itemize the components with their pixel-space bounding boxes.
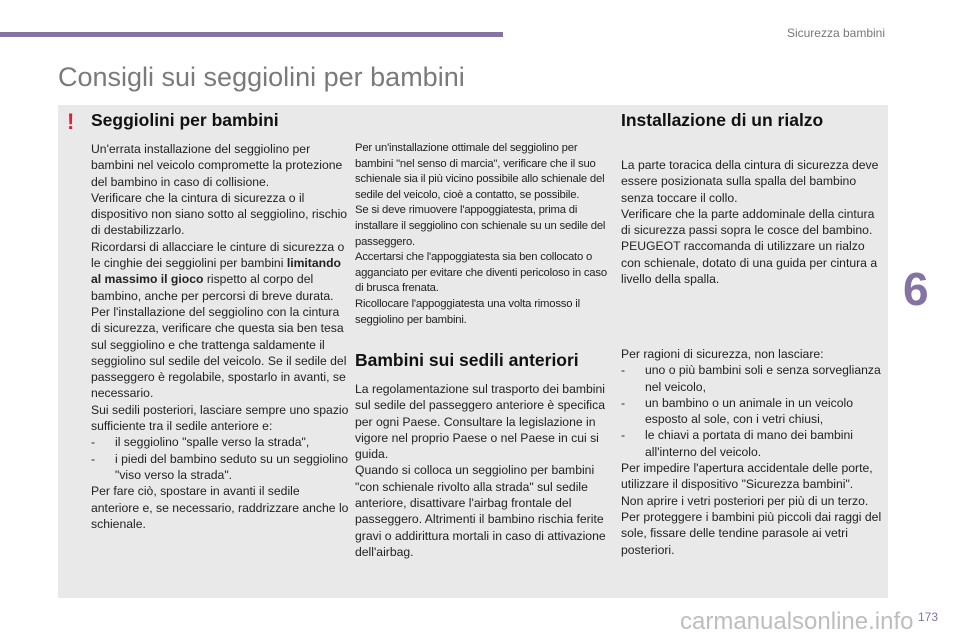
paragraph (91, 239, 351, 304)
column-2-top (355, 141, 610, 328)
bullet: - (91, 435, 96, 450)
paragraph: Se si deve rimuovere l'appoggiatesta, prima di installare il seggiolino con schienale su un sedile del passeggero. (355, 204, 606, 248)
chapter-number: 6 (903, 263, 929, 315)
column-2-bottom (355, 381, 607, 560)
heading-seggiolini: Seggiolini per bambini (91, 110, 279, 130)
paragraph: Un'errata installazione del seggiolino per bambini nel veicolo compromette la protezione del bambino in caso di collisione. (91, 142, 343, 189)
paragraph: Per ragioni di sicurezza, non lasciare: (621, 347, 824, 361)
text: rispetto al corpo del bambino, anche per percorsi di breve durata. (91, 272, 334, 303)
bullet: - (621, 395, 626, 410)
list-item (621, 395, 883, 428)
paragraph: PEUGEOT raccomanda di utilizzare un rialzo con schienale, dotato di una guida per cintura a livello della spalla. (621, 239, 878, 287)
paragraph: Non aprire i vetri posteriori per più di un terzo. (621, 493, 869, 508)
list-item (621, 427, 883, 460)
paragraph: Verificare che la parte addominale della cintura di sicurezza passi sopra le cosce del bambino. (621, 206, 875, 238)
column-3-bottom (621, 346, 883, 558)
column-1 (91, 141, 351, 532)
text: Ricordarsi di allacciare le cinture di sicurezza o le cinghie dei seggiolini per bambini (91, 239, 345, 271)
paragraph: La parte toracica della cintura di sicurezza deve essere posizionata sulla spalla del bambino senza toccare il collo. (621, 158, 879, 205)
bullet: - (91, 451, 96, 466)
list-text: uno o più bambini soli e senza sorveglianza nel veicolo, (645, 363, 881, 394)
bold-text: limitando al massimo il gioco (91, 256, 341, 287)
bullet: - (621, 428, 626, 443)
paragraph: La regolamentazione sul trasporto dei bambini sul sedile del passeggero anteriore è specifica per ogni Paese. Consultare la legislazione in vigore nel proprio Paese o nel Paese in cui si guida. (355, 382, 605, 462)
list-text: un bambino o un animale in un veicolo esposto al sole, con i vetri chiusi, (645, 395, 854, 427)
chapter-tab-strip (884, 105, 888, 598)
list-item (621, 362, 883, 395)
list-text: le chiavi a portata di mano dei bambini all'interno del veicolo. (645, 428, 853, 459)
page-number: 173 (918, 610, 939, 624)
list-item (91, 434, 351, 450)
paragraph: Accertarsi che l'appoggiatesta sia ben collocato o agganciato per evitare che diventi pericoloso in caso di brusca frenata. (355, 251, 607, 295)
paragraph: Verificare che la cintura di sicurezza o il dispositivo non siano sotto al seggiolino, rischio di destabilizzarlo. (91, 190, 348, 238)
bullet: - (621, 363, 626, 378)
warning-exclamation-icon: ! (67, 109, 75, 134)
page-title: Consigli sui seggiolini per bambini (58, 62, 465, 92)
list-item (91, 451, 351, 484)
column-3-top (621, 157, 879, 287)
watermark: carmanualsonline.info (680, 608, 914, 635)
list-text: i piedi del bambino seduto su un seggiolino "viso verso la strada". (115, 451, 349, 482)
paragraph: Per impedire l'apertura accidentale delle porte, utilizzare il dispositivo "Sicurezza bambini". (621, 461, 873, 492)
paragraph: Ricollocare l'appoggiatesta una volta rimosso il seggiolino per bambini. (355, 297, 580, 326)
heading-rialzo: Installazione di un rialzo (621, 110, 824, 130)
list-text: il seggiolino "spalle verso la strada", (115, 435, 310, 450)
paragraph: Sui sedili posteriori, lasciare sempre uno spazio sufficiente tra il sedile anteriore e: (91, 402, 349, 434)
paragraph: Per un'installazione ottimale del seggiolino per bambini "nel senso di marcia", verificare che il suo schienale sia il più vicino possibile allo schienale del sedile del veicolo, cioè a contatto, se possibile. (355, 142, 605, 201)
paragraph: Per fare ciò, spostare in avanti il sedile anteriore e, se necessario, raddrizzare anche lo schienale. (91, 484, 349, 531)
heading-sedili-anteriori: Bambini sui sedili anteriori (355, 350, 579, 370)
paragraph: Per l'installazione del seggiolino con la cintura di sicurezza, verificare che questa sia ben tesa sul seggiolino e che trattenga saldamente il seggiolino sul sedile del veicolo. Se il sedile del passeggero è regolabile, spostarlo in avanti, se necessario. (91, 304, 347, 401)
header-accent-bar (0, 32, 503, 37)
section-label: Sicurezza bambini (786, 26, 885, 40)
paragraph: Quando si colloca un seggiolino per bambini "con schienale rivolto alla strada" sul sedile anteriore, disattivare l'airbag frontale del passeggero. Altrimenti il bambino rischia ferite gravi o addirittura mortali in caso di attivazione dell'airbag. (355, 463, 606, 559)
paragraph: Per proteggere i bambini più piccoli dai raggi del sole, fissare delle tendine parasole ai vetri posteriori. (621, 509, 882, 557)
